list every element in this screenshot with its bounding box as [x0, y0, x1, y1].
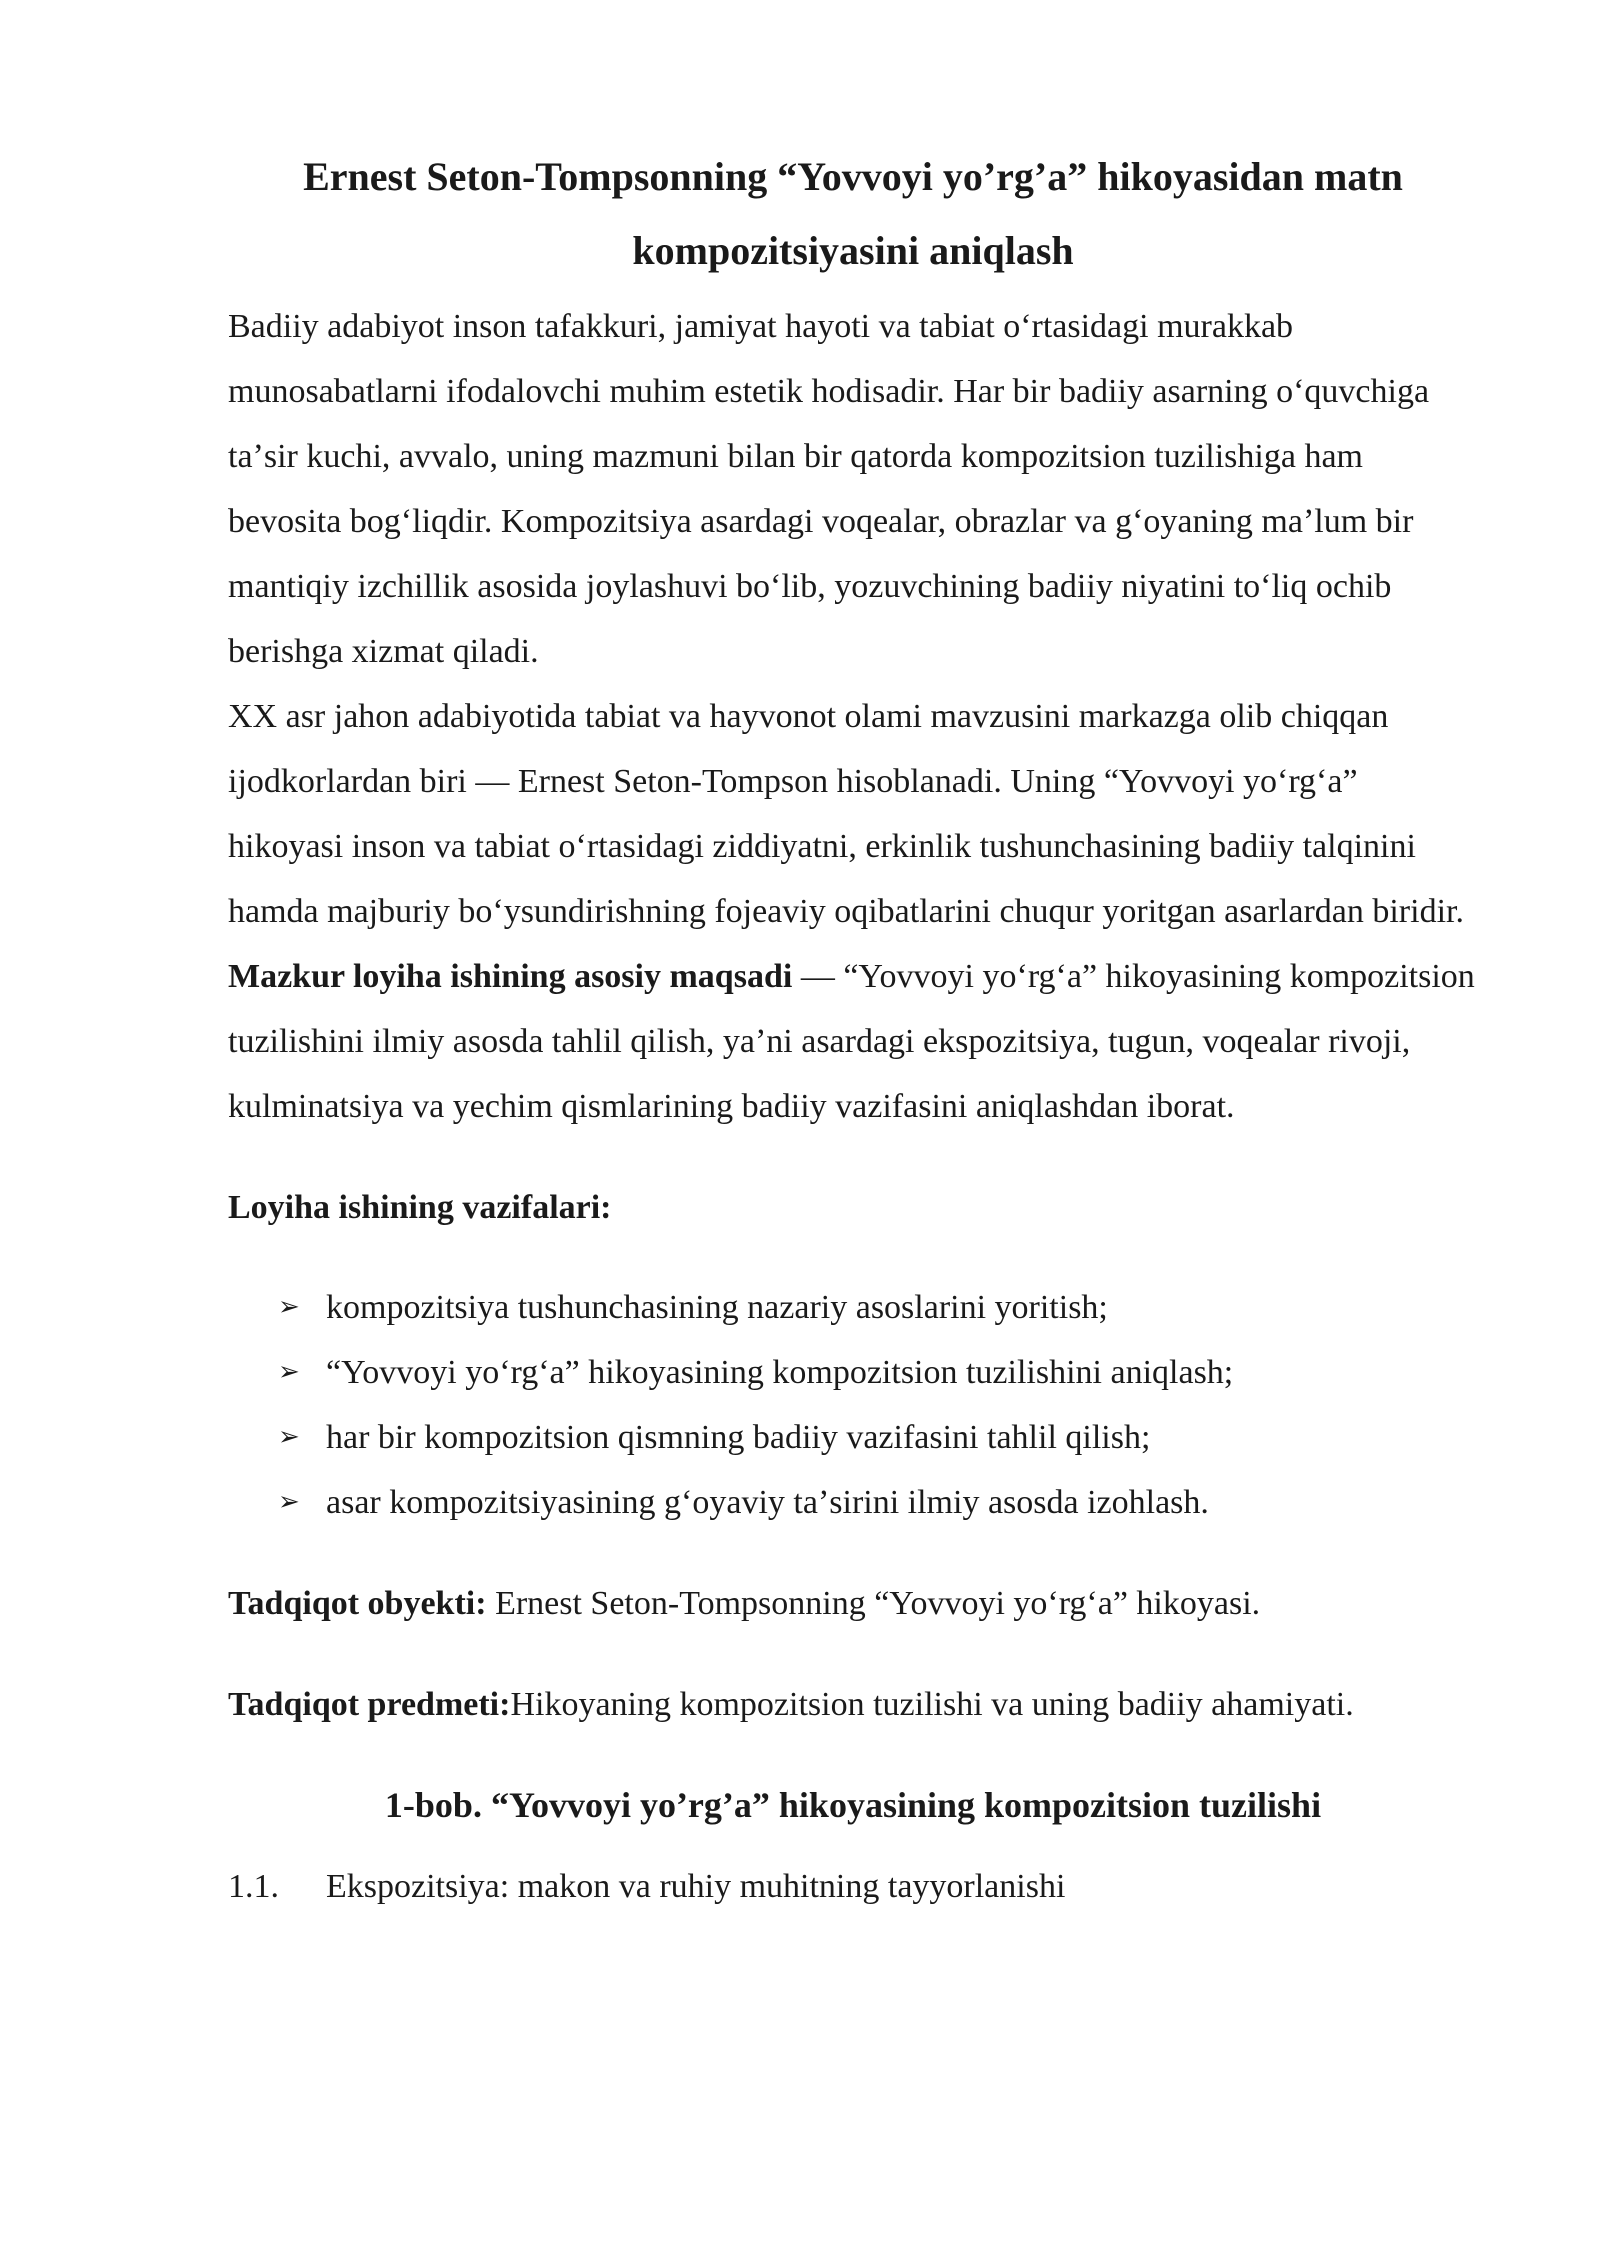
document-page [228, 140, 1478, 1919]
goal-label: Mazkur loyiha ishining asosiy maqsadi [228, 958, 793, 995]
research-subject [228, 1672, 1478, 1737]
document-title [228, 140, 1478, 288]
research-subject-label: Tadqiqot predmeti: [228, 1686, 511, 1723]
intro-paragraph: Badiiy adabiyot inson tafakkuri, jamiyat hayoti va tabiat oʻrtasidagi murakkab munosabatlarni ifodalovchi muhim estetik hodisadir. Har bir badiiy asarning oʻquvchiga taʼsir kuchi, avvalo, uning mazmuni bilan bir qatorda kompozitsion tuzilishiga ham bevosita bogʻliqdir. Kompozitsiya asardagi voqealar, obrazlar va gʻoyaning maʼlum bir mantiqiy izchillik asosida joylashuvi boʻlib, yozuvchining badiiy niyatini toʻliq ochib berishga xizmat qiladi. [228, 308, 1430, 670]
task-text: asar kompozitsiyasining gʻoyaviy taʼsirini ilmiy asosda izohlash. [326, 1484, 1209, 1521]
goal-text: — “Yovvoyi yoʻrgʻa” hikoyasining kompozitsion tuzilishini ilmiy asosda tahlil qilish, yaʼni asardagi ekspozitsiya, tugun, voqealar rivoji, kulminatsiya va yechim qismlarining badiiy vazifasini aniqlashdan iborat. [228, 958, 1475, 1125]
research-object [228, 1571, 1478, 1636]
list-item [228, 1470, 1478, 1535]
list-item [228, 1275, 1478, 1340]
list-item [228, 1340, 1478, 1405]
arrow-bullet-icon: ➢ [278, 1422, 300, 1452]
tasks-list [228, 1275, 1478, 1535]
author-paragraph: XX asr jahon adabiyotida tabiat va hayvonot olami mavzusini markazga olib chiqqan ijodkorlardan biri — Ernest Seton-Tompson hisoblanadi. Uning “Yovvoyi yoʻrgʻa” hikoyasi inson va tabiat oʻrtasidagi ziddiyatni, erkinlik tushunchasining badiiy talqinini hamda majburiy boʻysundirishning fojeaviy oqibatlarini chuqur yoritgan asarlardan biridir. [228, 698, 1464, 930]
research-subject-text: Hikoyaning kompozitsion tuzilishi va uning badiiy ahamiyati. [510, 1686, 1354, 1723]
tasks-heading: Loyiha ishining vazifalari: [228, 1189, 612, 1226]
list-item [228, 1405, 1478, 1470]
arrow-bullet-icon: ➢ [278, 1487, 300, 1517]
task-text: kompozitsiya tushunchasining nazariy asoslarini yoritish; [326, 1289, 1108, 1326]
research-object-label: Tadqiqot obyekti: [228, 1585, 487, 1622]
task-text: “Yovvoyi yoʻrgʻa” hikoyasining kompozitsion tuzilishini aniqlash; [326, 1354, 1234, 1391]
task-text: har bir kompozitsion qismning badiiy vazifasini tahlil qilish; [326, 1419, 1151, 1456]
subsection-title: Ekspozitsiya: makon va ruhiy muhitning tayyorlanishi [326, 1868, 1066, 1905]
research-object-text: Ernest Seton-Tompsonning “Yovvoyi yoʻrgʻa” hikoyasi. [486, 1585, 1261, 1622]
arrow-bullet-icon: ➢ [278, 1292, 300, 1322]
goal-paragraph [228, 944, 1478, 1139]
subsection-heading [228, 1854, 1478, 1919]
arrow-bullet-icon: ➢ [278, 1357, 300, 1387]
chapter-heading: 1-bob. “Yovvoyi yo’rg’a” hikoyasining kompozitsion tuzilishi [384, 1785, 1322, 1825]
title-line-2: kompozitsiyasini aniqlash [632, 228, 1074, 273]
subsection-number: 1.1. [228, 1868, 279, 1905]
title-line-1: Ernest Seton-Tompsonning “Yovvoyi yo’rg’a” hikoyasidan matn [303, 154, 1403, 199]
